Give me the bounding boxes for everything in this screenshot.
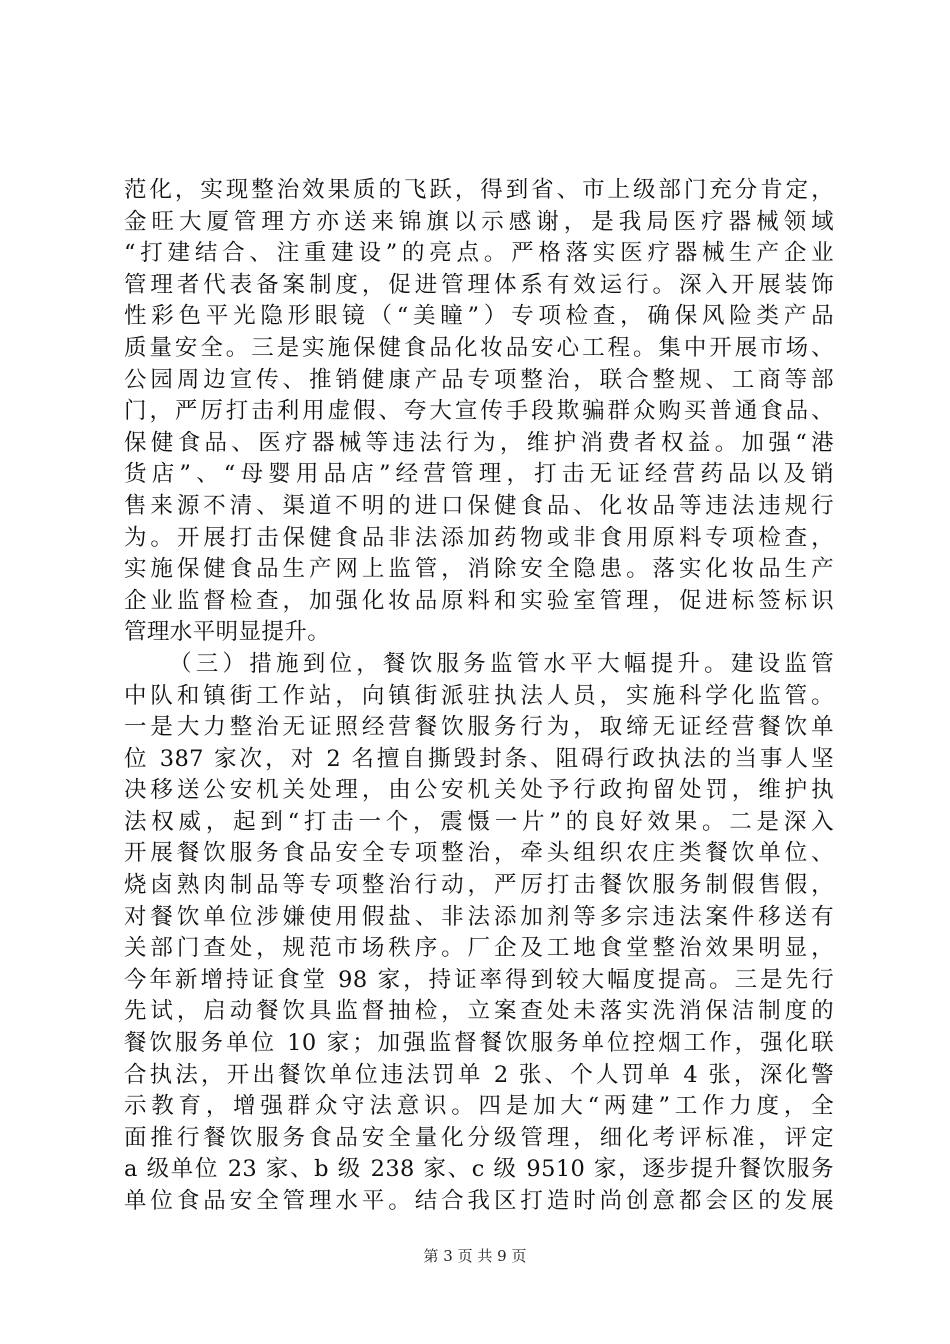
text-line: 关部门查处，规范市场秩序。厂企及工地食堂整治效果明显， — [124, 935, 834, 962]
text-line: 售来源不清、渠道不明的进口保健食品、化妆品等违法违规行 — [124, 492, 834, 519]
text-line: 范化，实现整治效果质的飞跃，得到省、市上级部门充分肯定， — [124, 177, 834, 203]
page-footer — [0, 1245, 950, 1266]
text-line: 烧卤熟肉制品等专项整治行动，严厉打击餐饮服务制假售假， — [124, 872, 834, 899]
text-line: 合执法，开出餐饮单位违法罚单 2 张、个人罚单 4 张，深化警 — [124, 1061, 834, 1088]
body-text — [124, 175, 834, 1218]
text-line: 餐饮服务单位 10 家；加强监督餐饮服务单位控烟工作，强化联 — [124, 1030, 834, 1057]
text-line: 实施保健食品生产网上监管，消除安全隐患。落实化妆品生产 — [124, 556, 834, 583]
text-line: 法权威，起到“打击一个，震慑一片”的良好效果。二是深入 — [124, 808, 834, 835]
text-line: 金旺大厦管理方亦送来锦旗以示感谢，是我局医疗器械领域 — [124, 208, 834, 235]
text-line: 质量安全。三是实施保健食品化妆品安心工程。集中开展市场、 — [124, 334, 834, 361]
text-line: 为。开展打击保健食品非法添加药物或非食用原料专项检查， — [124, 524, 834, 551]
text-line: 单位食品安全管理水平。结合我区打造时尚创意都会区的发展 — [124, 1188, 834, 1214]
paragraph-first-line: （三）措施到位，餐饮服务监管水平大幅提升。建设监管 — [169, 650, 834, 677]
text-line: 今年新增持证食堂 98 家，持证率得到较大幅度提高。三是先行 — [124, 966, 834, 993]
text-line: 门，严厉打击利用虚假、夸大宣传手段欺骗群众购买普通食品、 — [124, 398, 834, 425]
text-line: 位 387 家次，对 2 名擅自撕毁封条、阻碍行政执法的当事人坚 — [124, 745, 834, 772]
page-number: 第 3 页 共 9 页 — [423, 1247, 527, 1265]
text-line: 决移送公安机关处理，由公安机关处予行政拘留处罚，维护执 — [124, 777, 834, 804]
text-line: 对餐饮单位涉嫌使用假盐、非法添加剂等多宗违法案件移送有 — [124, 903, 834, 930]
text-line: 一是大力整治无证照经营餐饮服务行为，取缔无证经营餐饮单 — [124, 714, 834, 741]
text-line: 先试，启动餐饮具监督抽检，立案查处未落实洗消保洁制度的 — [124, 998, 834, 1025]
text-line: 管理水平明显提升。 — [124, 619, 331, 646]
text-line: 货店”、“母婴用品店”经营管理，打击无证经营药品以及销 — [124, 461, 834, 488]
text-line: a 级单位 23 家、b 级 238 家、c 级 9510 家，逐步提升餐饮服务 — [124, 1156, 834, 1183]
text-line: 保健食品、医疗器械等违法行为，维护消费者权益。加强“港 — [124, 429, 834, 456]
text-line: 性彩色平光隐形眼镜（“美瞳”）专项检查，确保风险类产品 — [124, 303, 834, 330]
text-line: 企业监督检查，加强化妆品原料和实验室管理，促进标签标识 — [124, 587, 834, 614]
text-line: 公园周边宣传、推销健康产品专项整治，联合整规、工商等部 — [124, 366, 834, 393]
text-line: 面推行餐饮服务食品安全量化分级管理，细化考评标准，评定 — [124, 1124, 834, 1151]
text-line: “打建结合、注重建设”的亮点。严格落实医疗器械生产企业 — [124, 240, 834, 267]
text-line: 开展餐饮服务食品安全专项整治，牵头组织农庄类餐饮单位、 — [124, 840, 834, 867]
text-line: 示教育，增强群众守法意识。四是加大“两建”工作力度，全 — [124, 1093, 834, 1120]
text-line: 管理者代表备案制度，促进管理体系有效运行。深入开展装饰 — [124, 271, 834, 298]
text-line: 中队和镇街工作站，向镇街派驻执法人员，实施科学化监管。 — [124, 682, 834, 709]
